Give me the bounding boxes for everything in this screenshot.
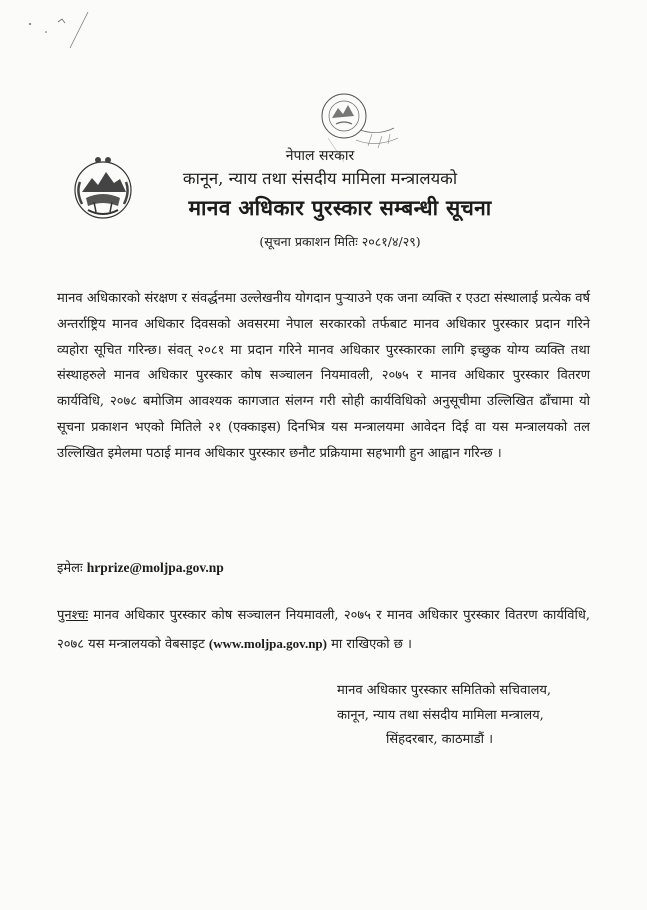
signature-line-3: सिंहदरबार, काठमाडौं । (386, 732, 494, 747)
signature-line-1: मानव अधिकार पुरस्कार समितिको सचिवालय, (337, 683, 552, 698)
notice-title: मानव अधिकार पुरस्कार सम्बन्धी सूचना (188, 195, 492, 220)
email-address[interactable]: hrprize@moljpa.gov.np (86, 560, 224, 575)
email-line (57, 558, 224, 576)
notice-body-paragraph: मानव अधिकारको संरक्षण र संवर्द्धनमा उल्लेखनीय योगदान पुऱ्याउने एक जना व्यक्ति र एउटा संस्थालाई प्रत्येक वर्ष अन्तर्राष्ट्रिय मानव अधिकार दिवसको अवसरमा नेपाल सरकारको तर्फबाट मानव अधिकार पुरस्कार प्रदान गरिने व्यहोरा सूचित गरिन्छ। संवत् २०८१ मा प्रदान गरिने मानव अधिकार पुरस्कारका लागि इच्छुक योग्य व्यक्ति तथा संस्थाहरुले मानव अधिकार पुरस्कार कोष सञ्चालन नियमावली, २०७५ र मानव अधिकार पुरस्कार वितरण कार्यविधि, २०७८ बमोजिम आवश्यक कागजात संलग्न गरी सोही कार्यविधिको अनुसूचीमा उल्लिखित ढाँचामा यो सूचना प्रकाशन भएको मितिले २१ (एक्काइस) दिनभित्र यस मन्त्रालयमा आवेदन दिई वा यस मन्त्रालयको तल उल्लिखित इमेलमा पठाई मानव अधिकार पुरस्कार छनौट प्रक्रियामा सहभागी हुन आह्वान गरिन्छ । (57, 291, 590, 461)
postscript-text-1: मानव अधिकार पुरस्कार कोष सञ्चालन नियमावली, २०७५ र मानव अधिकार पुरस्कार वितरण कार्यविधि, २०७८ यस मन्त्रालयको वेबसाइट (57, 608, 590, 652)
government-name: नेपाल सरकार (285, 148, 355, 164)
postscript-note (57, 602, 590, 659)
scan-mark-icon (18, 10, 98, 50)
signature-line-2: कानून, न्याय तथा संसदीय मामिला मन्त्रालय, (337, 708, 544, 723)
website-link[interactable]: (www.moljpa.gov.np) (208, 636, 327, 651)
postscript-label: पुनश्चः (57, 608, 89, 623)
email-label: इमेलः (57, 561, 83, 576)
publication-date: (सूचना प्रकाशन मितिः २०८१/४/२९) (259, 234, 421, 249)
postscript-text-2: मा राखिएको छ । (327, 637, 412, 652)
ministry-name: कानून, न्याय तथा संसदीय मामिला मन्त्रालयको (182, 169, 458, 188)
